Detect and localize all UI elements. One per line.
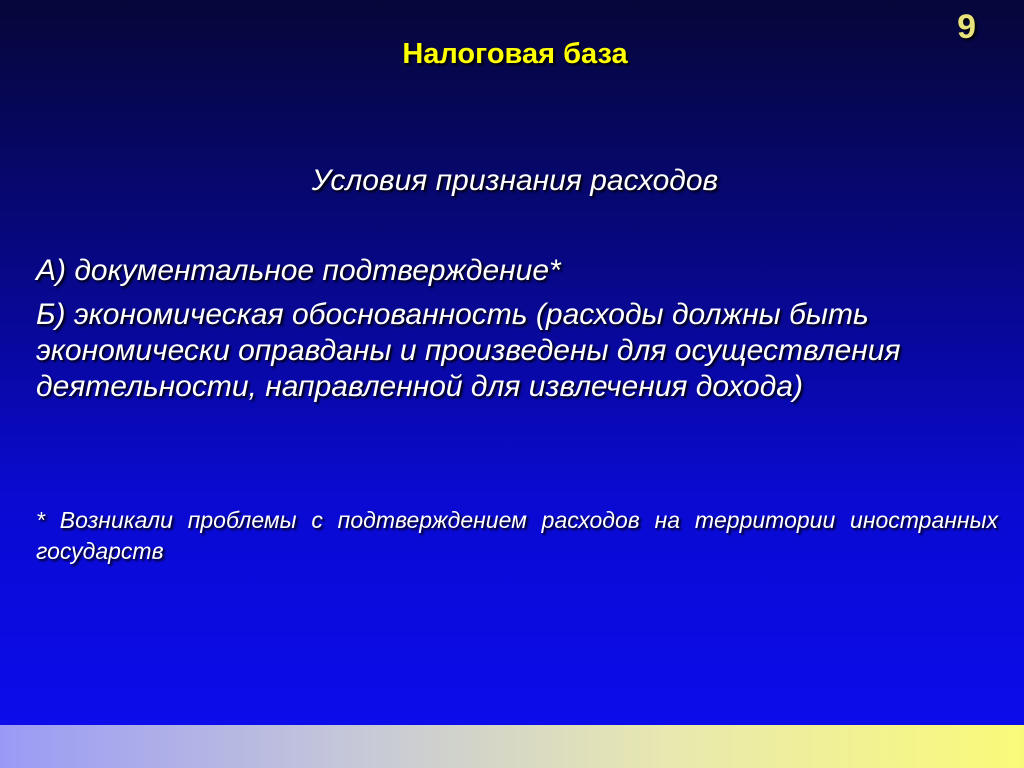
condition-item-a: А) документальное подтверждение*: [36, 254, 561, 287]
condition-item-b: Б) экономическая обоснованность (расходы должны быть экономически оправданы и произведены для осуществления деятельности, направленной для извлечения дохода): [36, 298, 901, 403]
slide-subtitle: Условия признания расходов: [311, 164, 719, 197]
page-number: 9: [957, 8, 976, 46]
slide-title: Налоговая база: [402, 38, 628, 70]
footnote: * Возникали проблемы с подтверждением расходов на территории иностранных государств: [36, 507, 998, 564]
conditions-list: [36, 253, 996, 413]
bottom-decorative-bar: [0, 725, 1024, 768]
